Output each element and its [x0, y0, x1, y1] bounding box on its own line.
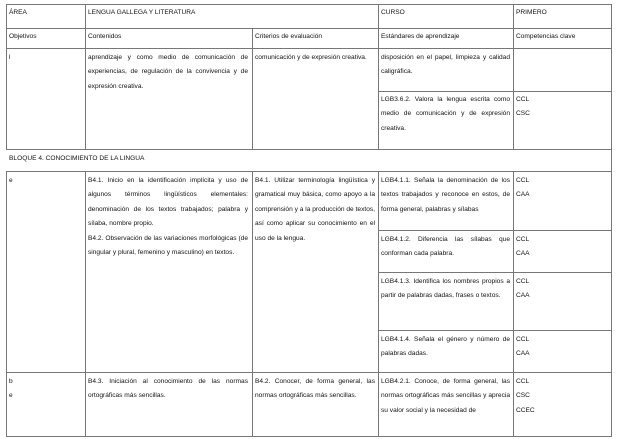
competence-code: CSC	[516, 392, 530, 400]
rule	[6, 28, 612, 29]
rule	[378, 171, 379, 436]
rule	[378, 4, 379, 28]
standard-cell: LGB3.6.2. Valora la lengua escrita como medio de comunicación y de expresión creativa.	[381, 96, 510, 132]
standard-cell: LGB4.2.1. Conoce, de forma general, las normas ortográficas más sencillas y aprecia su valor social y la necesidad de	[381, 378, 510, 414]
rule	[252, 28, 253, 149]
column-header-criteria: Criterios de evaluación	[255, 33, 323, 40]
competence-code: CCL	[516, 177, 530, 184]
competence-code: CCL	[516, 336, 530, 343]
competences-cell	[516, 375, 535, 418]
column-header-competences: Competencias clave	[516, 33, 576, 40]
column-header-standards: Estándares de aprendizaje	[381, 33, 460, 40]
rule	[85, 28, 86, 149]
competence-code: CCL	[516, 96, 530, 103]
rule	[378, 28, 379, 149]
objective-cell: e	[9, 177, 13, 184]
competences-cell	[516, 275, 530, 304]
rule	[6, 48, 612, 49]
rule	[378, 91, 612, 92]
competence-code: CAA	[516, 350, 530, 358]
rule	[513, 171, 514, 436]
column-header-contents: Contenidos	[88, 33, 122, 40]
rule	[378, 330, 612, 331]
standard-cell: LGB4.1.2. Diferencia las sílabas que conforman cada palabra.	[381, 236, 510, 258]
competences-cell	[516, 93, 530, 122]
rule	[378, 230, 612, 231]
content-cell: aprendizaje y como medio de comunicación de experiencias, de regulación de la convivencia y de expresión creativa.	[88, 54, 248, 90]
rule	[6, 372, 612, 373]
content-paragraph: B4.1. Inicio en la identificación implícita y uso de algunos términos lingüísticos elementales: denominación de los textos trabajados; palabra y sílaba, nombre propio.	[88, 177, 248, 228]
rule	[6, 4, 612, 5]
competence-code: CCL	[516, 378, 530, 385]
rule	[6, 436, 612, 437]
course-value: PRIMERO	[516, 9, 547, 16]
content-cell	[88, 174, 248, 260]
rule	[85, 171, 86, 436]
rule	[513, 4, 514, 28]
criterion-cell: B4.2. Conocer, de forma general, las normas ortográficas más sencillas.	[255, 378, 375, 400]
rule	[85, 4, 86, 28]
course-label: CURSO	[381, 9, 405, 16]
content-cell: B4.3. Iniciación al conocimiento de las normas ortográficas más sencillas.	[88, 378, 248, 400]
rule	[6, 149, 612, 150]
competences-cell	[516, 333, 530, 362]
competence-code: CCEC	[516, 406, 535, 414]
rule	[6, 4, 7, 149]
standard-cell: disposición en el papel, limpieza y calidad caligráfica.	[381, 54, 510, 76]
content-paragraph: B4.2. Observación de las variaciones morfológicas (de singular y plural, femenino y masculino) en textos.	[88, 234, 248, 257]
rule	[6, 171, 7, 436]
competence-code: CAA	[516, 250, 530, 258]
block-title: BLOQUE 4. CONOCIMIENTO DE LA LINGUA	[9, 155, 145, 162]
subject-title: LENGUA GALLEGA Y LITERATURA	[88, 9, 196, 16]
rule	[378, 272, 612, 273]
rule	[513, 28, 514, 149]
criterion-cell: comunicación y de expresión creativa.	[255, 54, 367, 61]
area-label: ÁREA	[9, 9, 27, 16]
competence-code: CAA	[516, 191, 530, 199]
objective-code: b	[9, 378, 13, 385]
objective-cell: l	[9, 54, 11, 61]
criterion-cell: B4.1. Utilizar terminología lingüística y gramatical muy básica, como apoyo a la comprensión y a la producción de textos, así como aplicar su conocimiento en el uso de la lengua.	[255, 177, 375, 242]
objective-code: e	[9, 392, 13, 400]
standard-cell: LGB4.1.3. Identifica los nombres propios a partir de palabras dadas, frases o textos.	[381, 278, 510, 300]
competence-code: CAA	[516, 292, 530, 300]
standard-cell: LGB4.1.4. Señala el género y número de palabras dadas.	[381, 336, 510, 358]
competences-cell	[516, 233, 530, 262]
column-header-objectives: Objetivos	[9, 33, 37, 40]
competence-code: CCL	[516, 278, 530, 285]
objective-cell	[9, 375, 13, 404]
standard-cell: LGB4.1.1. Señala la denominación de los textos trabajados y reconoce en estos, de forma general, palabras y sílabas	[381, 177, 510, 213]
competence-code: CSC	[516, 110, 530, 118]
rule	[611, 4, 612, 436]
rule	[6, 171, 612, 172]
competence-code: CCL	[516, 236, 530, 243]
competences-cell	[516, 174, 530, 203]
rule	[252, 171, 253, 436]
